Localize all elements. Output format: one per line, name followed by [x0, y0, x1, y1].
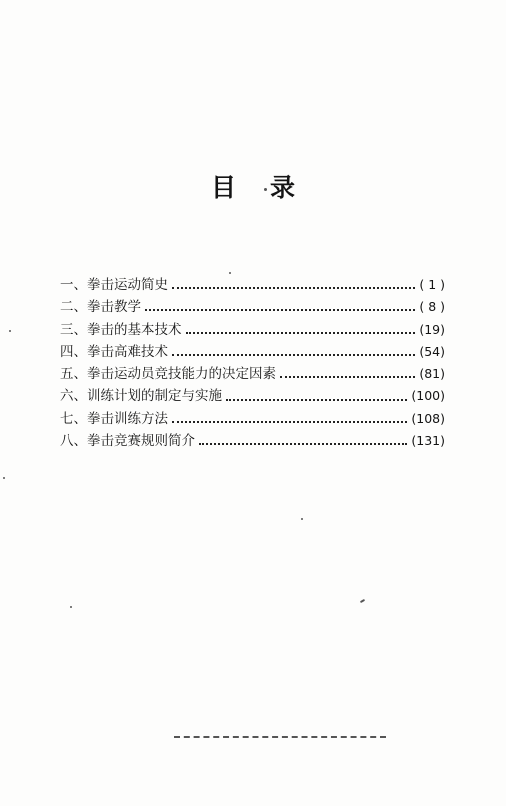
toc-entry-number: 二、 — [60, 299, 87, 316]
toc-entry-title: 拳击运动员竞技能力的决定因素 — [87, 366, 276, 383]
toc-leader-dots — [199, 443, 407, 445]
toc-entry-title: 拳击训练方法 — [87, 410, 168, 427]
toc-entry-number: 一、 — [60, 277, 87, 293]
page-title — [0, 168, 506, 204]
toc-entry[interactable] — [60, 296, 445, 318]
toc-entry[interactable] — [60, 385, 445, 407]
toc-entry-number: 七、 — [60, 410, 87, 427]
scan-speck — [3, 477, 5, 479]
toc-leader-dots — [226, 399, 407, 401]
toc-entry-page: (108) — [411, 410, 445, 426]
toc-leader-dots — [186, 332, 416, 334]
title-char-1: 目 — [210, 173, 236, 202]
toc-entry-page: (54) — [419, 343, 445, 359]
toc-leader-dots — [172, 354, 415, 356]
scan-speck — [264, 188, 267, 191]
scan-speck — [70, 606, 72, 608]
title-char-2: 录 — [270, 173, 296, 202]
toc-entry-page: (100) — [411, 388, 445, 404]
toc-entry-page: (19) — [419, 321, 445, 337]
scan-speck — [9, 330, 11, 332]
toc-entry-title: 拳击竞赛规则简介 — [87, 433, 195, 450]
scan-speck — [301, 518, 303, 520]
toc-entry-number: 四、 — [60, 343, 87, 360]
toc-entry-title: 拳击教学 — [87, 299, 141, 316]
toc-entry-page: (81) — [419, 366, 445, 382]
toc-leader-dots — [172, 287, 415, 289]
toc-entry-title: 拳击的基本技术 — [87, 321, 182, 338]
toc-entry-number: 六、 — [60, 388, 87, 405]
toc-entry-page: (131) — [411, 433, 445, 449]
table-of-contents — [60, 274, 445, 452]
toc-entry[interactable] — [60, 274, 445, 296]
toc-entry[interactable] — [60, 319, 445, 341]
toc-entry[interactable] — [60, 430, 445, 452]
toc-leader-dots — [280, 376, 415, 378]
toc-entry-number: 三、 — [60, 321, 87, 338]
bottom-rule — [174, 736, 386, 738]
toc-entry[interactable] — [60, 363, 445, 385]
toc-entry-number: 八、 — [60, 433, 87, 450]
toc-entry-title: 拳击高难技术 — [87, 343, 168, 360]
toc-leader-dots — [145, 309, 415, 311]
toc-entry-title: 拳击运动简史 — [87, 277, 168, 293]
scan-speck — [229, 272, 231, 274]
toc-entry-title: 训练计划的制定与实施 — [87, 388, 222, 405]
toc-leader-dots — [172, 421, 407, 423]
toc-entry-page: ( 8 ) — [419, 299, 445, 315]
toc-entry[interactable] — [60, 341, 445, 363]
scan-speck — [360, 599, 365, 603]
toc-entry-number: 五、 — [60, 366, 87, 383]
toc-entry[interactable] — [60, 408, 445, 430]
toc-entry-page: ( 1 ) — [419, 277, 445, 292]
